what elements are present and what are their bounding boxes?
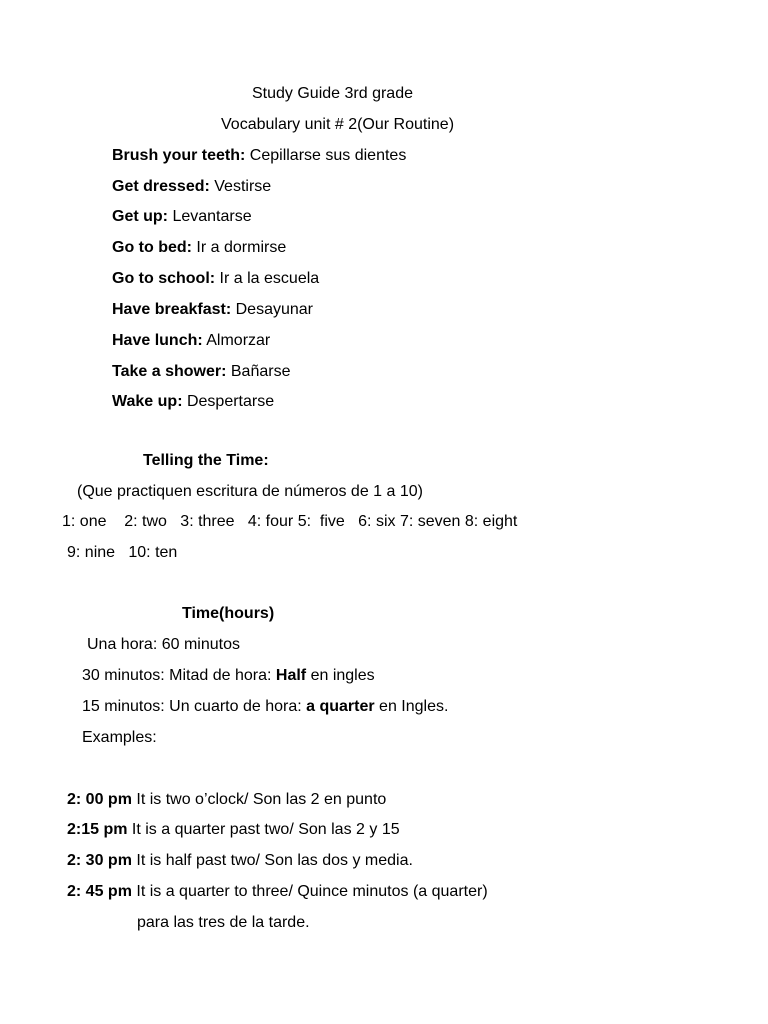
vocab-meaning: Bañarse [226, 363, 291, 380]
page-title: Study Guide 3rd grade [252, 85, 413, 102]
vocab-term: Have breakfast: [112, 301, 232, 318]
numbers-line-2: 9: nine 10: ten [67, 544, 178, 561]
vocab-meaning: Cepillarse sus dientes [245, 147, 407, 164]
example-time: 2: 45 pm [67, 883, 132, 900]
examples-label: Examples: [82, 729, 157, 746]
example-text: It is a quarter past two/ Son las 2 y 15 [127, 821, 400, 838]
vocab-term: Have lunch: [112, 332, 203, 349]
vocab-meaning: Vestirse [209, 178, 272, 195]
example-2-30 [67, 851, 413, 871]
vocab-item-brush-teeth [112, 146, 406, 166]
vocab-meaning: Ir a la escuela [215, 270, 320, 287]
example-2-15 [67, 820, 400, 840]
vocab-term: Go to bed: [112, 239, 192, 256]
vocab-meaning: Ir a dormirse [191, 239, 287, 256]
vocab-item-have-lunch [112, 331, 270, 351]
vocab-meaning: Almorzar [202, 332, 271, 349]
vocab-item-go-to-school [112, 269, 319, 289]
page-subtitle: Vocabulary unit # 2(Our Routine) [221, 116, 455, 133]
vocab-term: Wake up: [112, 393, 183, 410]
time-hours-line-3: 15 minutos: Un cuarto de hora: a quarter en Ingles. [82, 698, 449, 715]
vocab-item-get-dressed [112, 177, 271, 197]
numbers-line-1: 1: one 2: two 3: three 4: four 5: five 6: six 7: seven 8: eight [62, 513, 518, 530]
example-2-00 [67, 790, 386, 810]
vocab-item-take-a-shower [112, 362, 290, 382]
time-hours-heading: Time(hours) [182, 605, 275, 622]
example-time: 2: 30 pm [67, 852, 132, 869]
telling-time-heading: Telling the Time: [143, 452, 269, 469]
vocab-term: Take a shower: [112, 363, 227, 380]
vocab-item-wake-up [112, 392, 274, 412]
vocab-meaning: Levantarse [168, 208, 252, 225]
vocab-meaning: Despertarse [182, 393, 275, 410]
vocab-item-have-breakfast [112, 300, 313, 320]
example-text: It is half past two/ Son las dos y media. [131, 852, 413, 869]
vocab-term: Go to school: [112, 270, 216, 287]
example-time: 2:15 pm [67, 821, 128, 838]
vocab-term: Brush your teeth: [112, 147, 246, 164]
vocab-term: Get up: [112, 208, 168, 225]
vocab-meaning: Desayunar [231, 301, 313, 318]
telling-time-note: (Que practiquen escritura de números de 1 a 10) [77, 483, 423, 500]
vocab-item-get-up [112, 207, 252, 227]
example-time: 2: 00 pm [67, 791, 132, 808]
vocab-item-go-to-bed [112, 238, 286, 258]
example-2-45 [67, 882, 488, 902]
time-hours-line-1: Una hora: 60 minutos [87, 636, 240, 653]
example-text: It is a quarter to three/ Quince minutos (a quarter) [131, 883, 488, 900]
example-text: It is two o’clock/ Son las 2 en punto [131, 791, 387, 808]
vocab-term: Get dressed: [112, 178, 210, 195]
example-continuation: para las tres de la tarde. [137, 914, 310, 931]
time-hours-line-2: 30 minutos: Mitad de hora: Half en ingles [82, 667, 375, 684]
